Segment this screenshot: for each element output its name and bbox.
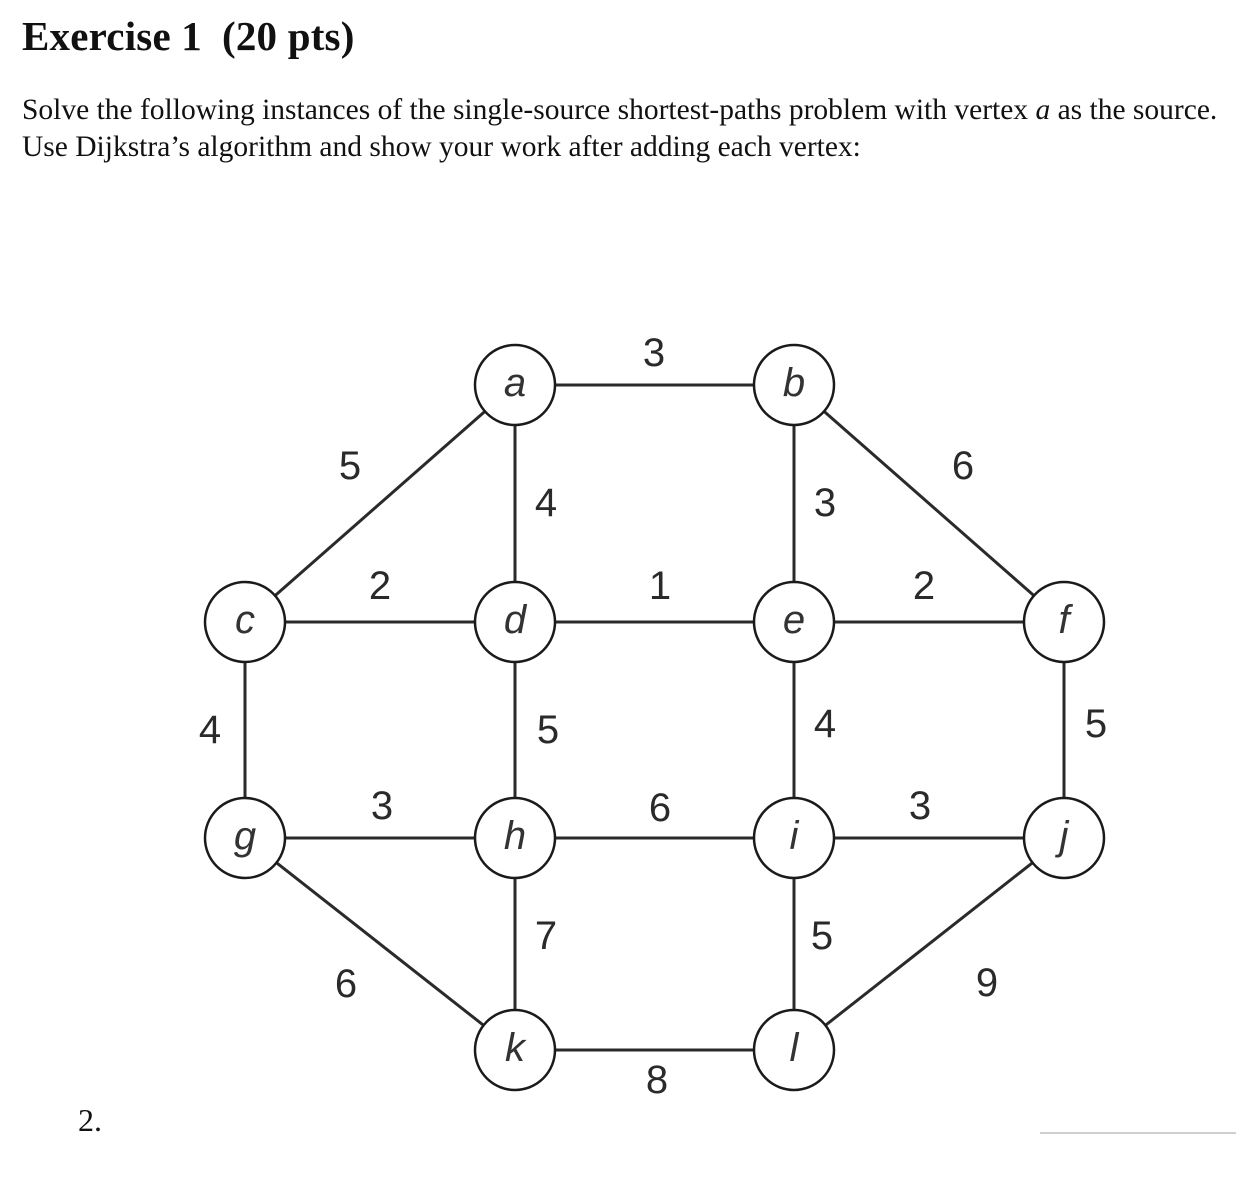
source-vertex-name: a: [1035, 94, 1051, 126]
vertex-d: [475, 582, 555, 662]
edge-weight-d-e: 1: [648, 564, 672, 608]
edge-weight-e-f: 2: [912, 564, 936, 608]
weight-layer: [199, 331, 1107, 1102]
exercise-points: (20 pts): [222, 13, 355, 59]
vertex-g: [205, 798, 285, 878]
edge-weight-a-b: 3: [642, 331, 666, 375]
vertex-label: k: [505, 1026, 525, 1070]
item-number: 2.: [78, 1102, 102, 1138]
edge-weight-e-i: 4: [813, 702, 837, 746]
vertex-label: f: [1058, 598, 1070, 642]
edge-weight-f-j: 5: [1084, 702, 1108, 746]
edge-weight-a-d: 4: [534, 481, 558, 525]
exercise-title: Exercise 1: [22, 13, 202, 59]
edge-weight-c-g: 4: [198, 708, 222, 752]
vertex-label: j: [1059, 814, 1069, 858]
vertex-c: [205, 582, 285, 662]
problem-text-part-2: as the source. Use Dijkstra’s algorithm and show your work after adding each vertex:: [22, 94, 1218, 163]
vertex-label: a: [503, 361, 527, 405]
edge-weight-k-l: 8: [645, 1058, 669, 1102]
vertex-label: d: [503, 598, 527, 642]
edge-weight-i-l: 5: [810, 914, 834, 958]
vertex-label: g: [233, 814, 257, 858]
edge-weight-b-f: 6: [951, 444, 975, 488]
edge-weight-g-k: 6: [334, 962, 358, 1006]
vertex-label: h: [503, 814, 527, 858]
edge-weight-a-c: 5: [338, 444, 362, 488]
problem-text-part-1: Solve the following instances of the single-source shortest-paths problem with vertex: [22, 94, 1036, 126]
edge-weight-j-l: 9: [975, 961, 999, 1005]
vertex-label: i: [789, 814, 799, 858]
vertex-label: e: [782, 598, 806, 642]
edge-weight-h-k: 7: [534, 914, 558, 958]
vertex-label: c: [235, 598, 255, 642]
vertex-i: [754, 798, 834, 878]
edge-weight-h-i: 6: [648, 786, 672, 830]
vertex-a: [475, 345, 555, 425]
vertex-label: l: [789, 1026, 799, 1070]
vertex-b: [754, 345, 834, 425]
vertex-l: [754, 1010, 834, 1090]
vertex-label: b: [782, 361, 806, 405]
edge-layer: [245, 385, 1064, 1050]
edge-j-l: [794, 838, 1064, 1050]
vertex-k: [475, 1010, 555, 1090]
edge-weight-d-h: 5: [536, 708, 560, 752]
edge-weight-c-d: 2: [368, 564, 392, 608]
vertex-h: [475, 798, 555, 878]
edge-weight-g-h: 3: [370, 784, 394, 828]
edge-g-k: [245, 838, 515, 1050]
vertex-e: [754, 582, 834, 662]
answer-rule: [1040, 1132, 1236, 1134]
edge-weight-b-e: 3: [813, 481, 837, 525]
vertex-j: [1024, 798, 1104, 878]
edge-weight-i-j: 3: [908, 784, 932, 828]
vertex-f: [1024, 582, 1104, 662]
